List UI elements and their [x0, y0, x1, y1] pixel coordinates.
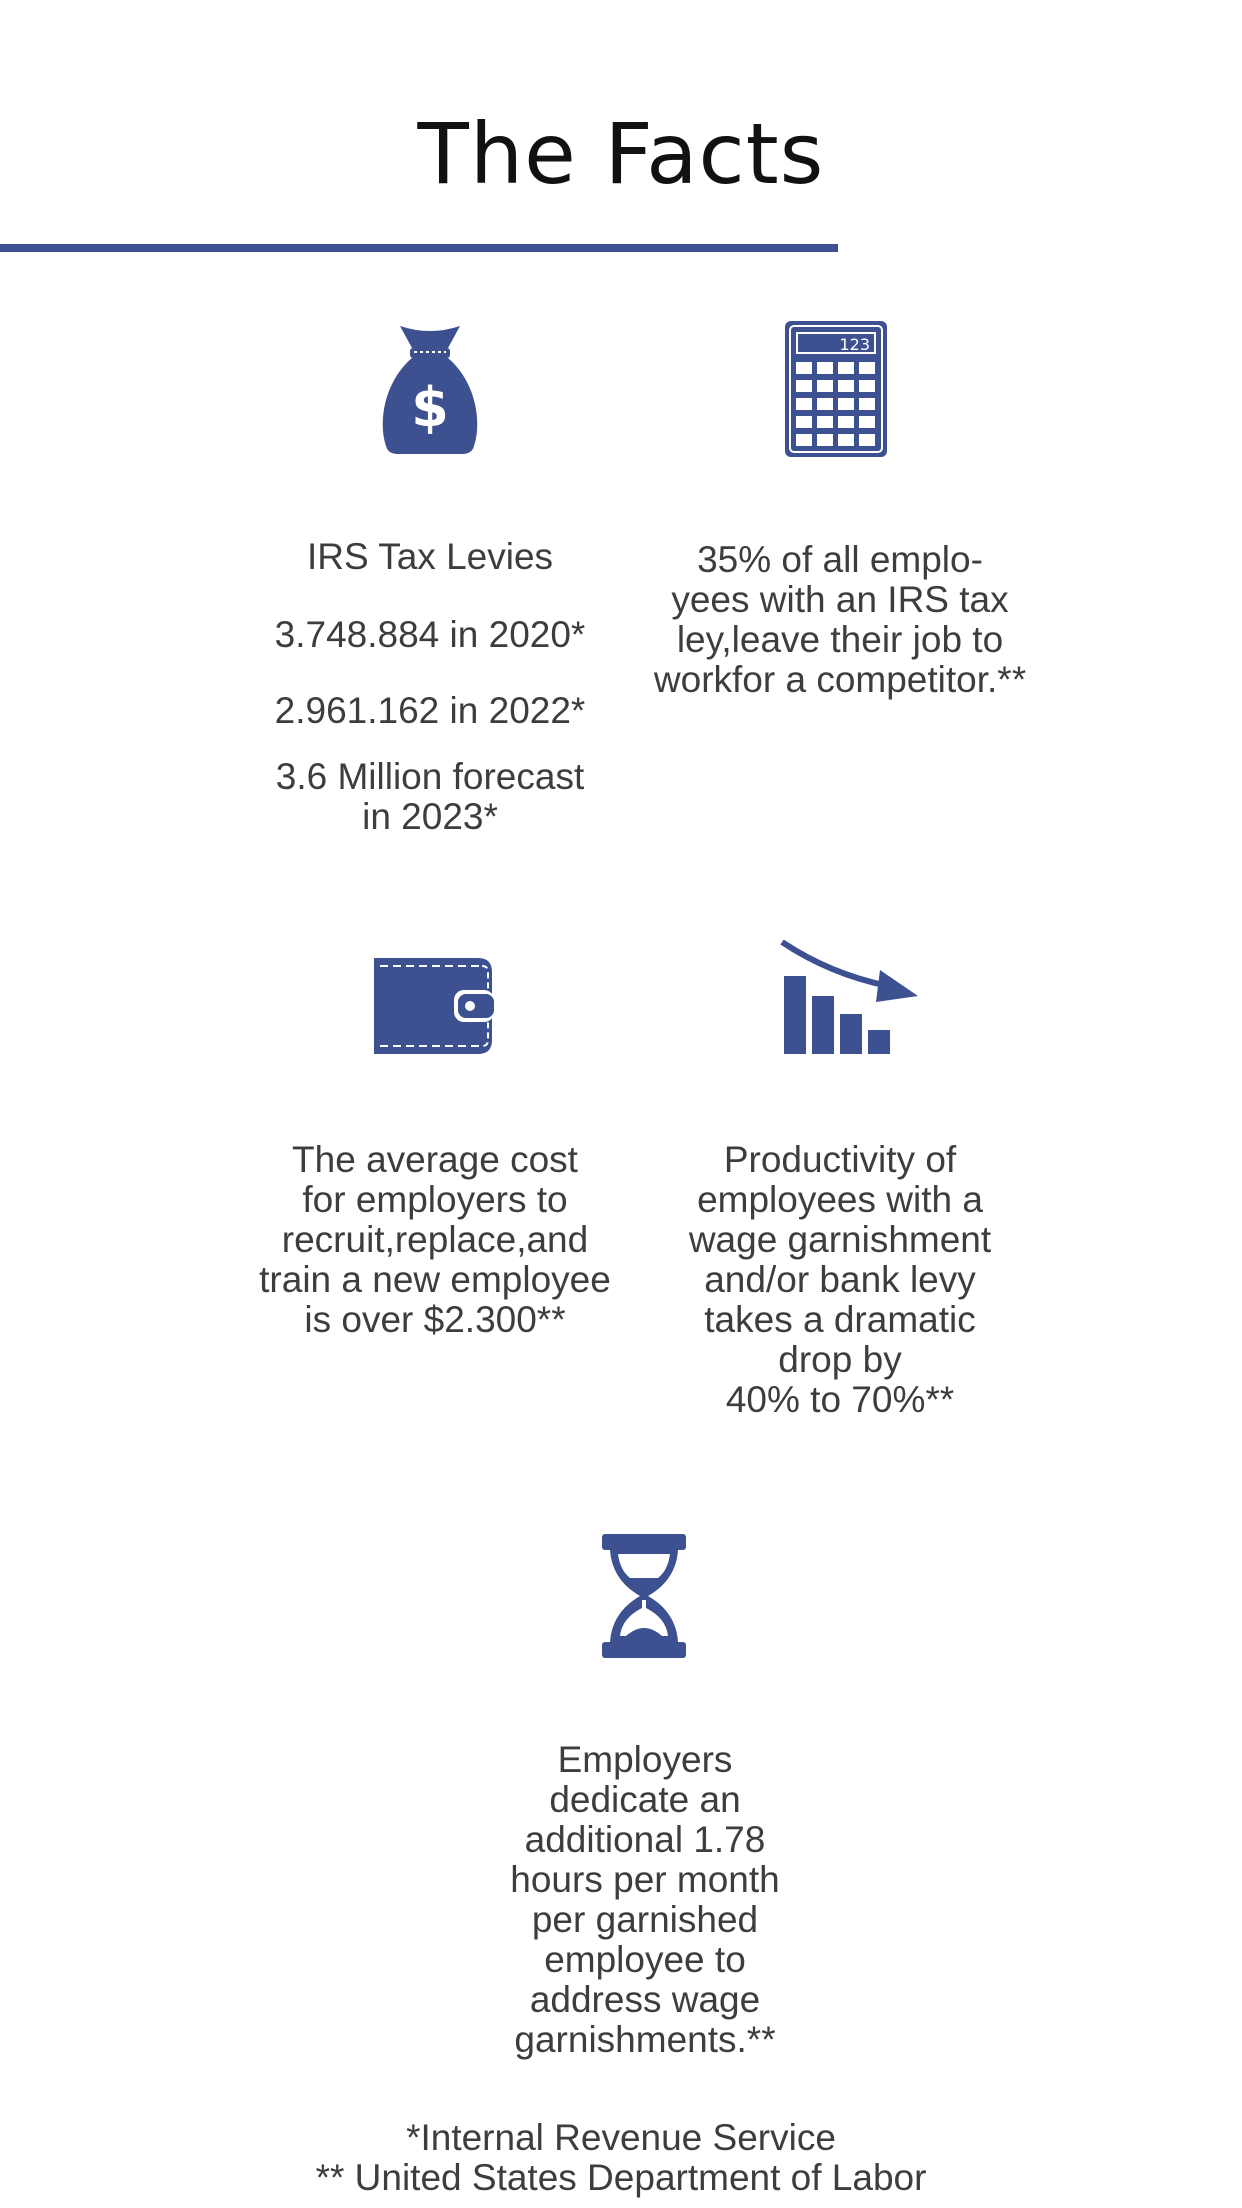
fact-line: Employers [557, 1739, 733, 1780]
page-title: The Facts [417, 105, 825, 203]
fact-line: hours per month [510, 1859, 780, 1900]
fact-line: additional 1.78 [524, 1819, 766, 1860]
money-bag-icon [378, 322, 482, 458]
fact-line: address wage [529, 1979, 761, 2020]
fact-forecast [230, 757, 630, 837]
calculator-icon [784, 320, 888, 458]
fact-stat-2020: 3.748.884 in 2020* [274, 614, 586, 655]
fact-line: is over $2.300** [304, 1299, 566, 1340]
source-dol: ** United States Department of Labor [315, 2157, 927, 2198]
svg-text:$: $ [411, 376, 449, 439]
fact-line: workfor a competitor.** [653, 659, 1027, 700]
wallet-icon [374, 958, 494, 1054]
source-irs: *Internal Revenue Service [406, 2117, 836, 2158]
fact-line: wage garnishment [688, 1219, 992, 1260]
fact-line: and/or bank levy [704, 1259, 976, 1300]
fact-stat-2022: 2.961.162 in 2022* [274, 690, 586, 731]
fact-line: in 2023* [362, 796, 498, 837]
fact-line: takes a dramatic [704, 1299, 976, 1340]
fact-productivity-drop [640, 1140, 1040, 1420]
fact-line: for employers to [302, 1179, 568, 1220]
fact-line: employee to [544, 1939, 746, 1980]
fact-line: yees with an IRS tax [671, 579, 1009, 620]
fact-line: per garnished [531, 1899, 759, 1940]
fact-heading: IRS Tax Levies [306, 536, 554, 577]
sources-footer [0, 2118, 1242, 2198]
fact-garnishment-hours [470, 1740, 820, 2060]
fact-line: ley,leave their job to [676, 619, 1004, 660]
fact-line: 35% of all emplo- [697, 539, 983, 580]
fact-line: The average cost [292, 1139, 578, 1180]
fact-irs-tax-levies [230, 537, 630, 837]
fact-line: recruit,replace,and [281, 1219, 589, 1260]
title-divider [0, 244, 838, 252]
fact-line: train a new employee [259, 1259, 611, 1300]
fact-line: 40% to 70%** [725, 1379, 955, 1420]
fact-replacement-cost [220, 1140, 650, 1340]
fact-line: dedicate an [549, 1779, 741, 1820]
fact-employee-turnover [620, 540, 1060, 700]
fact-line: Productivity of [723, 1139, 957, 1180]
fact-line: drop by [778, 1339, 902, 1380]
declining-chart-icon [780, 940, 920, 1054]
fact-line: 3.6 Million forecast [275, 756, 585, 797]
hourglass-icon [602, 1534, 686, 1658]
fact-line: employees with a [697, 1179, 983, 1220]
fact-line: garnishments.** [514, 2019, 776, 2060]
svg-text:123: 123 [839, 335, 870, 354]
